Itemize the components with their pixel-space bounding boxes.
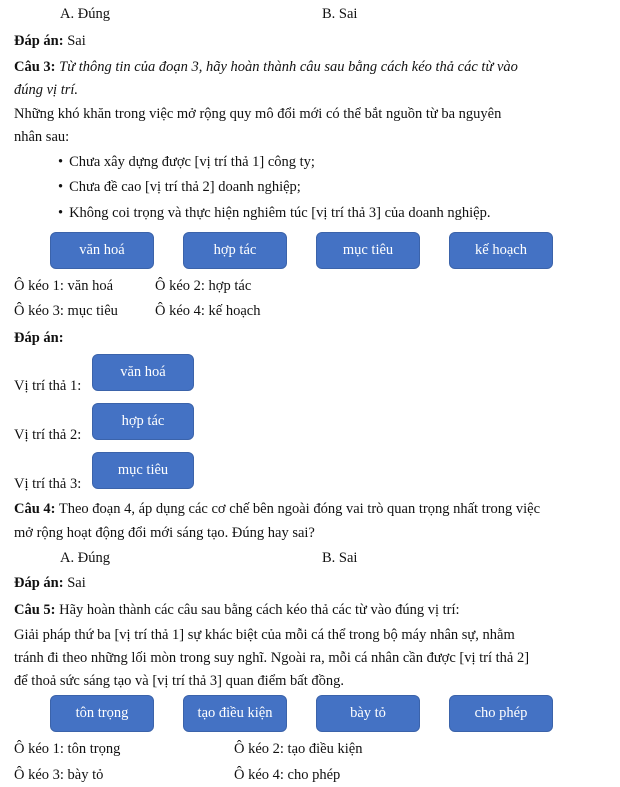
q4-option-a: A. Đúng: [60, 550, 110, 566]
q4-line-2: mở rộng hoạt động đổi mới sáng tạo. Đúng hay sai?: [14, 525, 315, 541]
drop-slot-3[interactable]: mục tiêu: [92, 452, 194, 489]
q3-prompt-2: [14, 82, 78, 99]
q5-chip-cho-phep[interactable]: cho phép: [449, 695, 553, 732]
drop-slot-1[interactable]: văn hoá: [92, 354, 194, 391]
q5-body-3: để thoả sức sáng tạo và [vị trí thả 3] quan điểm bất đồng.: [14, 673, 344, 689]
drop-label-3: Vị trí thả 3:: [14, 476, 82, 492]
q3-label: Câu 3:: [14, 59, 56, 75]
q4-text: Theo đoạn 4, áp dụng các cơ chế bên ngoài đóng vai trò quan trọng nhất trong việc: [55, 501, 541, 517]
q4-answer-label: Đáp án:: [14, 575, 64, 591]
q3-chip-ke-hoach[interactable]: kế hoạch: [449, 232, 553, 269]
drop-label-2: Vị trí thả 2:: [14, 427, 82, 443]
answer-line: [14, 33, 86, 50]
q4-answer: [14, 575, 86, 592]
q5-key-1: Ô kéo 1: tôn trọng: [14, 741, 121, 757]
q5-label: Câu 5:: [14, 602, 56, 618]
q4-option-b: B. Sai: [322, 550, 358, 566]
q3-key-4: Ô kéo 4: kế hoạch: [155, 303, 261, 319]
q3-bullet-1: • Chưa xây dựng được [vị trí thả 1] công ty;: [58, 154, 315, 171]
q3-chip-muc-tieu[interactable]: mục tiêu: [316, 232, 420, 269]
q4-line-1: [14, 501, 540, 518]
q5-chip-bay-to[interactable]: bày tỏ: [316, 695, 420, 732]
q3-chip-hop-tac[interactable]: hợp tác: [183, 232, 287, 269]
q5-body-1: Giải pháp thứ ba [vị trí thả 1] sự khác biệt của mỗi cá thể trong bộ máy nhân sự, nhằm: [14, 627, 515, 643]
q3-bullet-2: • Chưa đề cao [vị trí thả 2] doanh nghiệp;: [58, 179, 301, 196]
q3-key-1: Ô kéo 1: văn hoá: [14, 278, 114, 294]
answer-label: Đáp án:: [14, 33, 64, 49]
q5-prompt-text: Hãy hoàn thành các câu sau bằng cách kéo thả các từ vào đúng vị trí:: [55, 602, 460, 618]
drop-slot-2[interactable]: hợp tác: [92, 403, 194, 440]
q3-body-2: nhân sau:: [14, 129, 70, 145]
q3-body-1: Những khó khăn trong việc mở rộng quy mô đổi mới có thể bắt nguồn từ ba nguyên: [14, 106, 502, 122]
q3-bullet-3: • Không coi trọng và thực hiện nghiêm túc [vị trí thả 3] của doanh nghiệp.: [58, 205, 490, 222]
q3-prompt-text: Từ thông tin của đoạn 3, hãy hoàn thành câu sau bằng cách kéo thả các từ vào: [55, 59, 518, 75]
q3-key-2: Ô kéo 2: hợp tác: [155, 278, 252, 294]
q5-key-2: Ô kéo 2: tạo điều kiện: [234, 741, 363, 757]
q5-prompt: [14, 602, 460, 619]
q3-prompt: [14, 59, 518, 76]
q4-answer-value: Sai: [63, 575, 86, 591]
q3-answer-label: [14, 330, 64, 347]
q5-key-3: Ô kéo 3: bày tỏ: [14, 767, 104, 783]
q3-answer-label-text: Đáp án:: [14, 330, 64, 346]
q5-chip-tao-dieu-kien[interactable]: tạo điều kiện: [183, 695, 287, 732]
q3-prompt-text-2: đúng vị trí.: [14, 82, 79, 98]
q5-key-4: Ô kéo 4: cho phép: [234, 767, 341, 783]
q5-body-2: tránh đi theo những lối mòn trong suy nghĩ. Ngoài ra, mỗi cá nhân cần được [vị trí thả 2]: [14, 650, 530, 666]
option-b: B. Sai: [322, 6, 358, 22]
q3-chip-van-hoa[interactable]: văn hoá: [50, 232, 154, 269]
q5-chip-ton-trong[interactable]: tôn trọng: [50, 695, 154, 732]
q4-label: Câu 4:: [14, 501, 56, 517]
option-a: A. Đúng: [60, 6, 110, 22]
q3-key-3: Ô kéo 3: mục tiêu: [14, 303, 118, 319]
answer-value: Sai: [63, 33, 86, 49]
drop-label-1: Vị trí thả 1:: [14, 378, 82, 394]
